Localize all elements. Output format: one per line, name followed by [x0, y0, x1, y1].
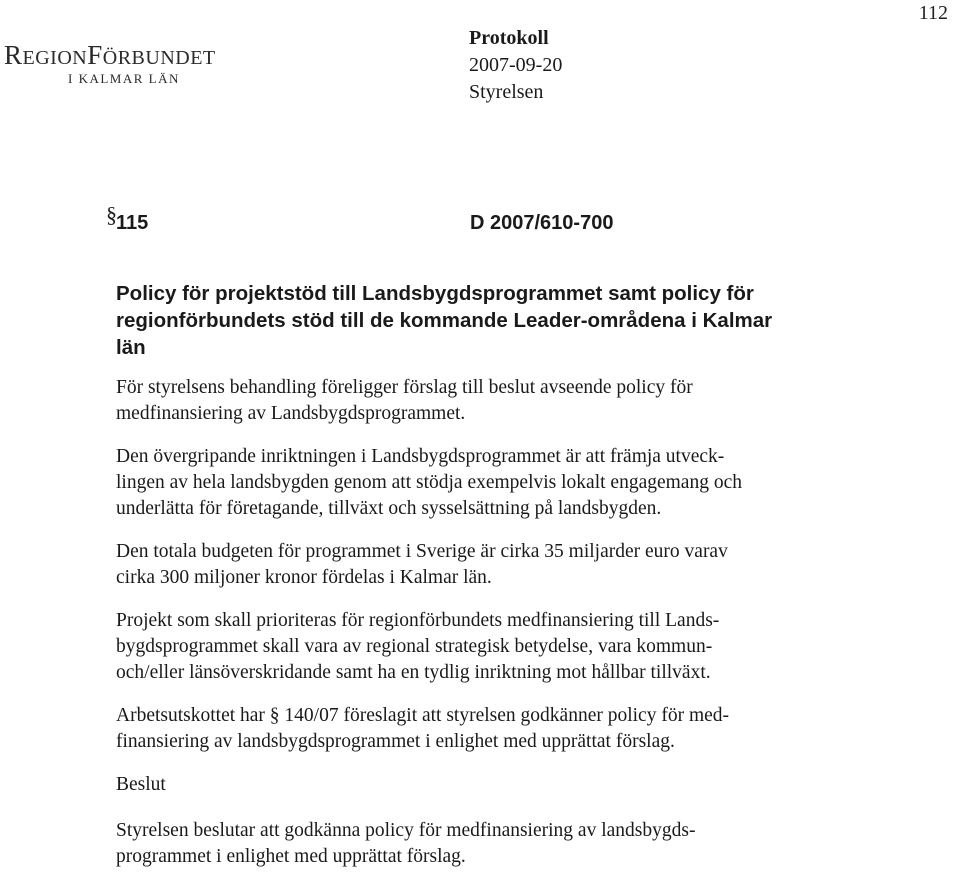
logo-letter: F: [87, 40, 103, 70]
text-line: Den övergripande inriktningen i Landsbygdsprogrammet är att främja utveck-: [116, 446, 725, 467]
paragraph-proposal: [116, 703, 876, 755]
decision-label: Beslut: [116, 774, 166, 795]
decision-text: [116, 818, 876, 870]
section-title: [116, 280, 876, 361]
text-line: Styrelsen beslutar att godkänna policy för medfinansiering av landsbygds-: [116, 820, 696, 841]
text-line: Arbetsutskottet har § 140/07 föreslagit att styrelsen godkänner policy för med-: [116, 705, 730, 726]
title-line: Policy för projektstöd till Landsbygdsprogrammet samt policy för: [116, 282, 754, 305]
logo-letters: ÖRBUNDET: [102, 47, 216, 69]
title-line: län: [116, 336, 146, 359]
document-body: [116, 375, 876, 887]
paragraph-priorities: [116, 608, 876, 686]
organization-logo: [4, 42, 240, 87]
text-line: programmet i enlighet med upprättat förslag.: [116, 846, 466, 867]
paragraph-orientation: [116, 444, 876, 522]
text-line: finansiering av landsbygdsprogrammet i enlighet med upprättat förslag.: [116, 731, 675, 752]
text-line: medfinansiering av Landsbygdsprogrammet.: [116, 403, 466, 424]
text-line: underlätta för företagande, tillväxt och sysselsättning på landsbygden.: [116, 498, 662, 519]
title-line: regionförbundets stöd till de kommande Leader-områdena i Kalmar: [116, 309, 773, 332]
meeting-date: 2007-09-20: [469, 54, 563, 76]
text-line: För styrelsens behandling föreligger förslag till beslut avseende policy för: [116, 377, 693, 398]
case-reference: D 2007/610-700: [470, 212, 614, 234]
document-header: [469, 25, 562, 106]
text-line: bygdsprogrammet skall vara av regional strategisk betydelse, vara kommun-: [116, 636, 713, 657]
paragraph-background: [116, 375, 876, 427]
logo-letter: R: [4, 40, 23, 70]
case-number: 115: [116, 212, 149, 234]
paragraph-budget: [116, 539, 876, 591]
text-line: cirka 300 miljoner kronor fördelas i Kalmar län.: [116, 567, 492, 588]
text-line: och/eller länsöverskridande samt ha en tydlig inriktning mot hållbar tillväxt.: [116, 662, 711, 683]
logo-subtitle: I KALMAR LÄN: [68, 71, 180, 86]
logo-wordmark: [4, 42, 240, 71]
logo-letters: EGION: [22, 47, 88, 69]
paragraph-mark: §: [106, 202, 117, 227]
page-number: 112: [918, 2, 948, 24]
text-line: lingen av hela landsbygden genom att stödja exempelvis lokalt engagemang och: [116, 472, 742, 493]
text-line: Projekt som skall prioriteras för regionförbundets medfinansiering till Lands-: [116, 610, 720, 631]
meeting-body: Styrelsen: [469, 81, 544, 103]
text-line: Den totala budgeten för programmet i Sverige är cirka 35 miljarder euro varav: [116, 541, 728, 562]
document-type: Protokoll: [469, 27, 549, 49]
